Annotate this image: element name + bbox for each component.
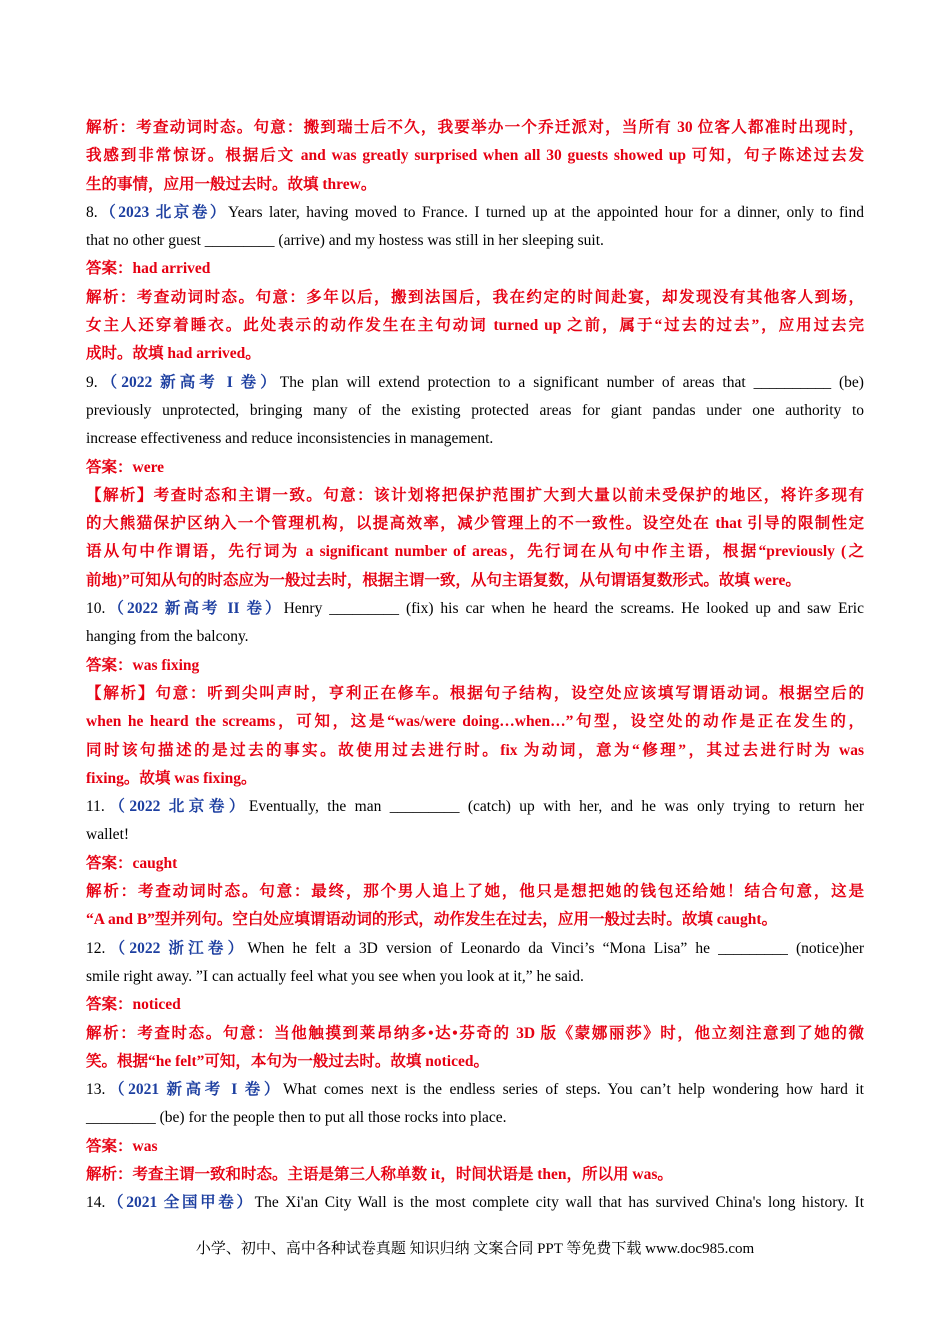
answer-line: “A and B”型并列句。空白处应填谓语动词的形式，动作发生在过去，应用一般过去时。故填 caught。 (86, 911, 778, 929)
question-number: 13. (86, 1081, 106, 1099)
exam-source-tag: （2021 新高考 I 卷） (105, 1081, 283, 1099)
text-line: wallet! (86, 826, 130, 844)
text-line: smile right away. ”I can actually feel what you see when you look at it,” he said. (86, 967, 584, 985)
answer-line: 答案：had arrived (86, 260, 211, 278)
question-line (86, 369, 864, 397)
exam-source-tag: （2022 新高考 I 卷） (97, 373, 280, 391)
answer-line: 笑。根据“he felt”可知，本句为一般过去时。故填 noticed。 (86, 1052, 489, 1070)
question-number: 11. (86, 798, 105, 816)
answer-line: 答案：was fixing (86, 656, 200, 674)
page-footer: 小学、初中、高中各种试卷真题 知识归纳 文案合同 PPT 等免费下载 www.doc985.com (195, 1241, 755, 1257)
exam-source-tag: （2021 全国甲卷） (105, 1194, 255, 1212)
text-line: that no other guest _________ (arrive) and my hostess was still in her sleeping suit. (86, 232, 604, 250)
question-number: 8. (86, 203, 98, 221)
question-number: 12. (86, 939, 106, 957)
text-line: hanging from the balcony. (86, 628, 249, 646)
exam-source-tag: （2023 北京卷） (97, 203, 228, 221)
exam-source-tag: （2022 北京卷） (104, 798, 249, 816)
answer-line: 【解析】句意：听到尖叫声时，亨利正在修车。根据句子结构，设空处应该填写谓语动词。根据空后的 (86, 684, 864, 702)
question-text: The Xi'an City Wall is the most complete city wall that has survived China's long history. It (254, 1194, 864, 1212)
answer-line: 女主人还穿着睡衣。此处表示的动作发生在主句动词 turned up 之前，属于“过去的过去”，应用过去完 (86, 317, 864, 335)
answer-line: 答案：caught (86, 854, 178, 872)
question-line (86, 595, 864, 623)
question-text: When he felt a 3D version of Leonardo da Vinci’s “Mona Lisa” he _________ (notice)her (247, 939, 864, 957)
answer-line: 【解析】考查时态和主谓一致。句意：该计划将把保护范围扩大到大量以前未受保护的地区，将许多现有 (86, 486, 864, 504)
answer-line: 答案：noticed (86, 996, 181, 1014)
question-number: 14. (86, 1194, 106, 1212)
question-text: Eventually, the man _________ (catch) up with her, and he was only trying to return her (248, 798, 864, 816)
answer-line: 前地)”可知从句的时态应为一般过去时，根据主谓一致，从句主语复数，从句谓语复数形式。故填 were。 (86, 571, 801, 589)
question-text: The plan will extend protection to a significant number of areas that __________ (be) (279, 373, 864, 391)
answer-line: 解析：考查动词时态。句意：搬到瑞士后不久，我要举办一个乔迁派对，当所有 30 位客人都准时出现时， (86, 119, 864, 136)
question-text: What comes next is the endless series of steps. You can’t help wondering how hard it (283, 1081, 864, 1099)
exam-source-tag: （2022 新高考 II 卷） (105, 600, 284, 618)
answer-line: 答案：was (86, 1137, 158, 1155)
question-number: 9. (86, 373, 98, 391)
question-number: 10. (86, 600, 106, 618)
answer-line: 成时。故填 had arrived。 (86, 345, 261, 363)
answer-line: fixing。故填 was fixing。 (86, 769, 257, 787)
answer-line: 解析：考查动词时态。句意：最终，那个男人追上了她，他只是想把她的钱包还给她！结合句意，这是 (86, 883, 864, 901)
question-text: Henry _________ (fix) his car when he heard the screams. He looked up and saw Eric (283, 600, 864, 618)
answer-line: 解析：考查主谓一致和时态。主语是第三人称单数 it，时间状语是 then，所以用 was。 (86, 1165, 673, 1183)
answer-line: 答案：were (86, 458, 165, 476)
question-line (86, 1189, 864, 1217)
answer-line: when he heard the screams，可知，这是“was/were doing…when…”句型，设空处的动作是正在发生的， (86, 713, 864, 731)
text-line: _________ (be) for the people then to put all those rocks into place. (86, 1109, 507, 1127)
document-body (86, 114, 864, 1218)
answer-line: 我感到非常惊讶。根据后文 and was greatly surprised when all 30 guests showed up 可知，句子陈述过去发 (86, 147, 864, 165)
question-line (86, 199, 864, 227)
exam-source-tag: （2022 浙江卷） (105, 939, 248, 957)
answer-line: 解析：考查动词时态。句意：多年以后，搬到法国后，我在约定的时间赴宴，却发现没有其他客人到场， (86, 288, 864, 306)
answer-line: 生的事情，应用一般过去时。故填 threw。 (86, 175, 377, 193)
question-line (86, 935, 864, 963)
answer-line: 同时该句描述的是过去的事实。故使用过去进行时。fix 为动词，意为“修理”，其过去进行时为 was (86, 741, 864, 759)
text-line: increase effectiveness and reduce inconsistencies in management. (86, 430, 494, 448)
answer-line: 的大熊猫保护区纳入一个管理机构，以提高效率，减少管理上的不一致性。设空处在 that 引导的限制性定 (86, 515, 864, 533)
answer-line: 解析：考查时态。句意：当他触摸到莱昂纳多•达•芬奇的 3D 版《蒙娜丽莎》时，他立刻注意到了她的微 (86, 1024, 864, 1042)
answer-line: 语从句中作谓语，先行词为 a significant number of areas，先行词在从句中作主语，根据“previously (之 (86, 543, 864, 561)
text-line: previously unprotected, bringing many of the existing protected areas for giant pandas under one authority to (86, 401, 864, 419)
question-line (86, 793, 864, 821)
question-line (86, 1076, 864, 1104)
question-text: Years later, having moved to France. I turned up at the appointed hour for a dinner, only to find (227, 203, 864, 221)
